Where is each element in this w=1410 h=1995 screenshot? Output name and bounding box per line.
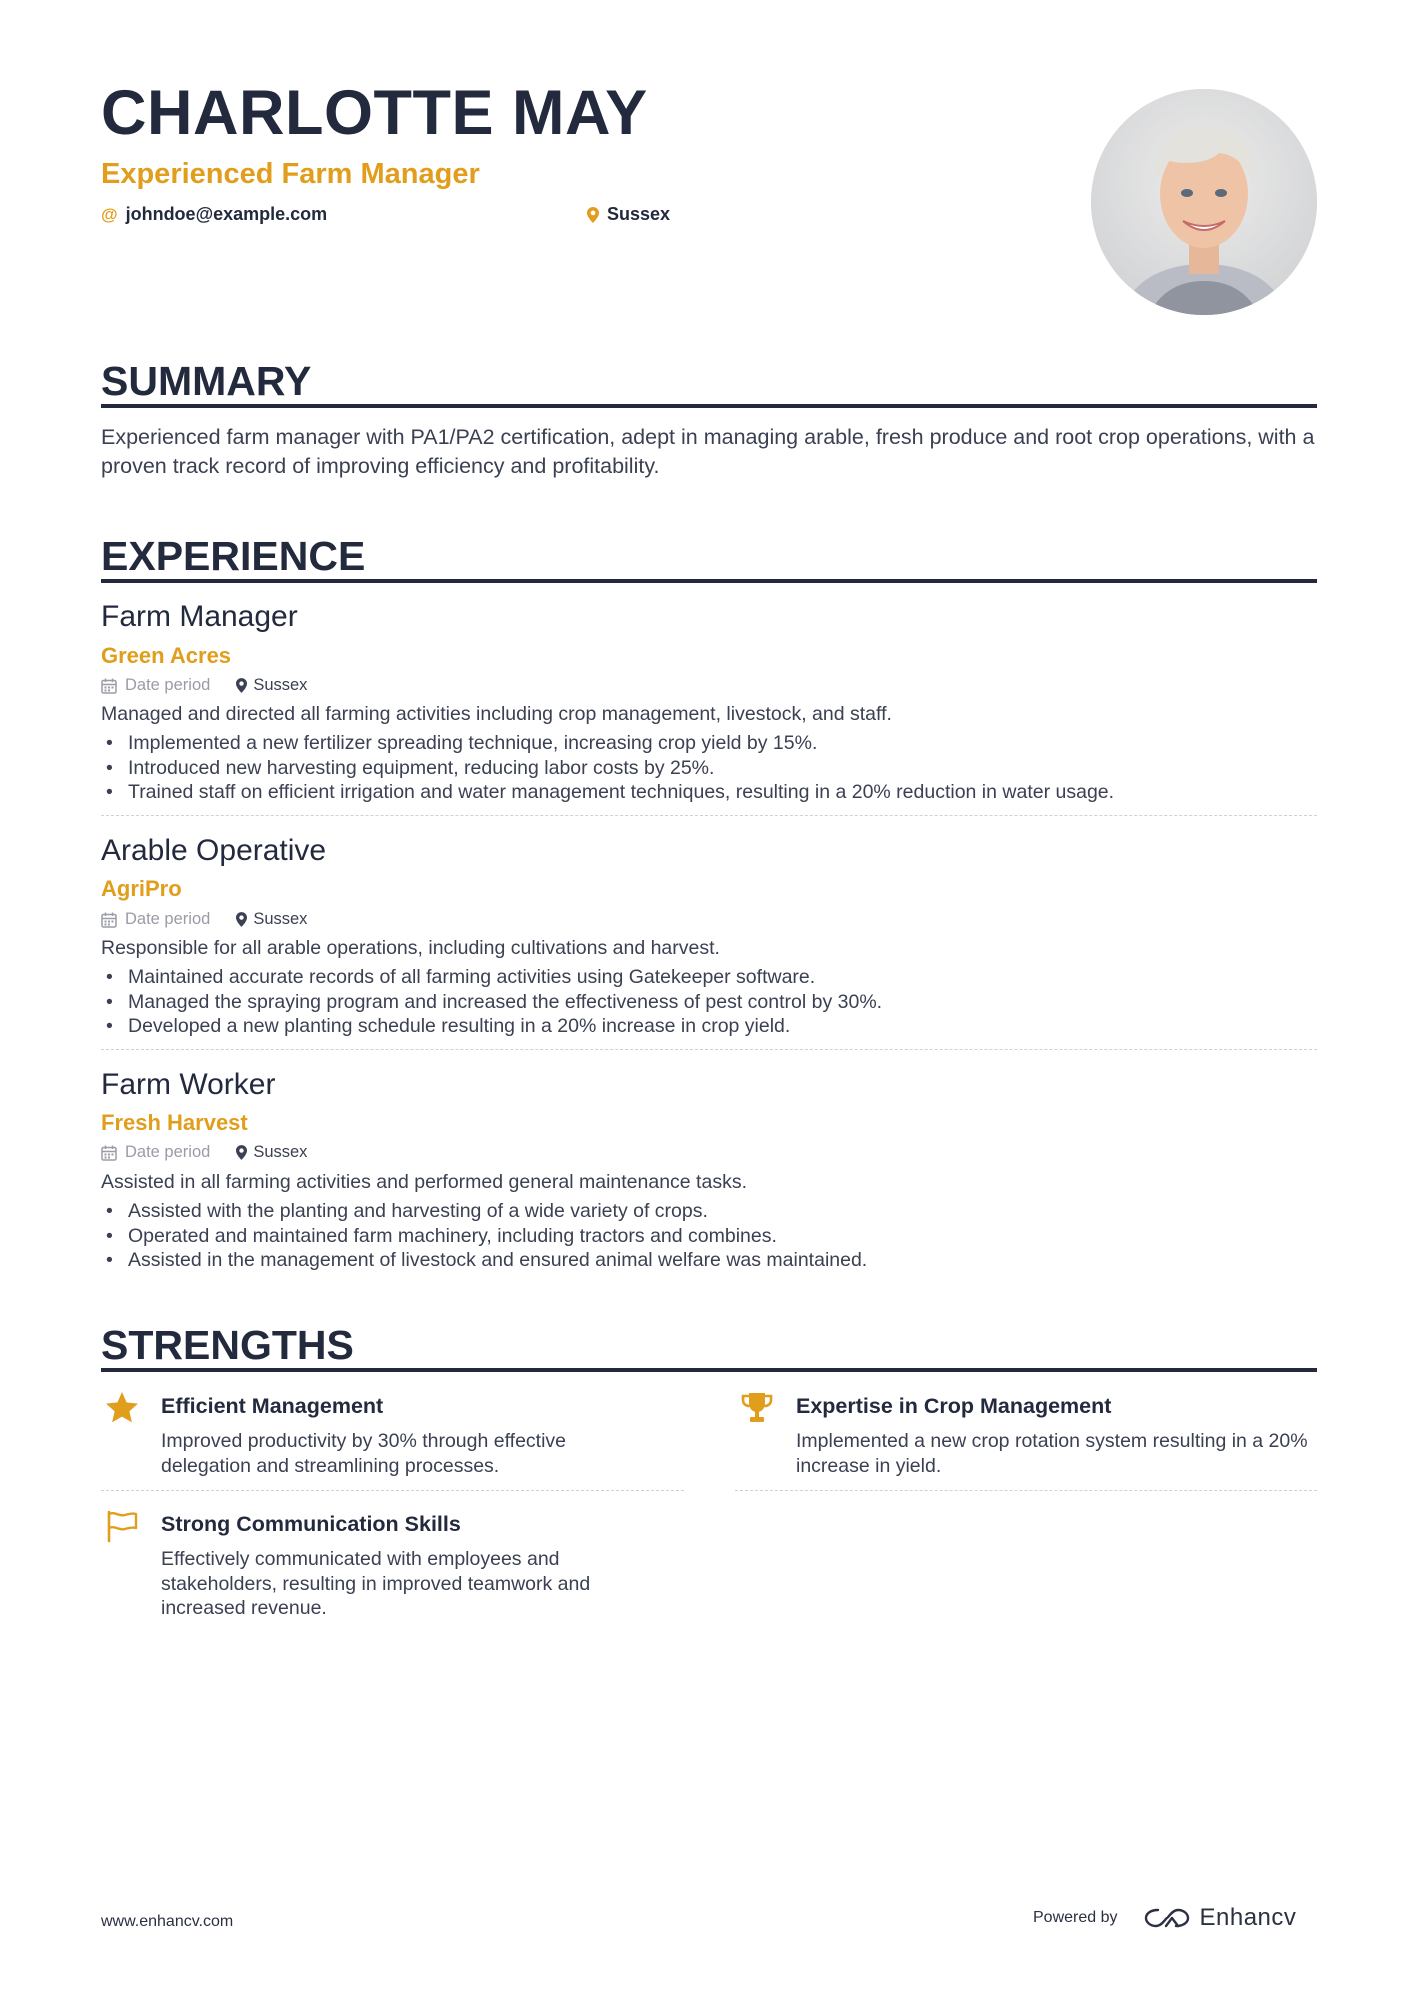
job-company: AgriPro <box>101 876 182 901</box>
strength-divider <box>735 1490 1317 1491</box>
job-location: Sussex <box>236 676 307 695</box>
candidate-name: CHARLOTTE MAY <box>101 78 648 148</box>
experience-heading: EXPERIENCE <box>101 533 366 579</box>
map-pin-icon <box>236 912 247 927</box>
summary-text: Experienced farm manager with PA1/PA2 certification, adept in managing arable, fresh produce and root crop operations, with a proven track record of improving efficiency and profitability. <box>101 425 1315 478</box>
calendar-icon <box>101 1145 117 1161</box>
list-item: • Introduced new harvesting equipment, reducing labor costs by 25%. <box>101 756 1114 781</box>
job-date: Date period <box>101 910 210 929</box>
job-location: Sussex <box>236 1143 307 1162</box>
strength-title: Expertise in Crop Management <box>796 1394 1112 1418</box>
job-description: Managed and directed all farming activities including crop management, livestock, and staff. <box>101 703 892 725</box>
strength-text: Improved productivity by 30% through effective delegation and streamlining processes. <box>161 1430 567 1477</box>
job-bullets <box>101 965 882 1039</box>
job-divider <box>101 1049 1317 1050</box>
flag-icon <box>104 1508 140 1544</box>
list-item: • Implemented a new fertilizer spreading technique, increasing crop yield by 15%. <box>101 731 1114 756</box>
job-date: Date period <box>101 1143 210 1162</box>
enhancv-logo[interactable] <box>1144 1904 1297 1932</box>
at-icon: @ <box>101 204 118 224</box>
location-text: Sussex <box>607 204 671 224</box>
list-item: • Maintained accurate records of all farming activities using Gatekeeper software. <box>101 965 882 990</box>
list-item: • Assisted in the management of livestock and ensured animal welfare was maintained. <box>101 1248 867 1273</box>
strength-title: Efficient Management <box>161 1394 384 1418</box>
list-item: • Managed the spraying program and increased the effectiveness of pest control by 30%. <box>101 990 882 1015</box>
list-item: • Operated and maintained farm machinery, including tractors and combines. <box>101 1224 867 1249</box>
strengths-heading: STRENGTHS <box>101 1322 354 1368</box>
strength-text: Implemented a new crop rotation system resulting in a 20% increase in yield. <box>796 1430 1308 1477</box>
job-title: Farm Manager <box>101 600 298 633</box>
map-pin-icon <box>236 678 247 693</box>
strength-divider <box>101 1490 684 1491</box>
brand-name: Enhancv <box>1199 1904 1297 1931</box>
enhancv-logo-icon <box>1144 1906 1190 1930</box>
calendar-icon <box>101 912 117 928</box>
map-pin-icon <box>587 207 599 223</box>
job-title: Farm Worker <box>101 1068 276 1101</box>
strength-title: Strong Communication Skills <box>161 1512 461 1536</box>
trophy-icon <box>739 1390 775 1426</box>
star-icon <box>104 1390 140 1426</box>
summary-divider <box>101 404 1317 408</box>
job-meta <box>101 1143 307 1162</box>
experience-divider <box>101 579 1317 583</box>
list-item: • Developed a new planting schedule resulting in a 20% increase in crop yield. <box>101 1014 882 1039</box>
map-pin-icon <box>236 1145 247 1160</box>
job-description: Responsible for all arable operations, including cultivations and harvest. <box>101 937 720 959</box>
job-company: Green Acres <box>101 643 232 668</box>
summary-heading: SUMMARY <box>101 358 312 404</box>
job-location: Sussex <box>236 910 307 929</box>
candidate-title: Experienced Farm Manager <box>101 158 480 190</box>
job-meta <box>101 676 307 695</box>
strength-text: Effectively communicated with employees and stakeholders, resulting in improved teamwork and increased revenue. <box>161 1548 591 1619</box>
job-divider <box>101 815 1317 816</box>
email-text: johndoe@example.com <box>125 204 328 224</box>
job-bullets <box>101 1199 867 1273</box>
list-item: • Trained staff on efficient irrigation and water management techniques, resulting in a 20% reduction in water usage. <box>101 780 1114 805</box>
strengths-divider <box>101 1368 1317 1372</box>
job-date: Date period <box>101 676 210 695</box>
footer-branding <box>1033 1904 1296 1932</box>
profile-photo <box>1091 89 1317 315</box>
calendar-icon <box>101 678 117 694</box>
contact-email[interactable] <box>101 204 327 225</box>
contact-location <box>587 204 670 225</box>
job-meta <box>101 910 307 929</box>
list-item: • Assisted with the planting and harvesting of a wide variety of crops. <box>101 1199 867 1224</box>
footer-website[interactable]: www.enhancv.com <box>101 1913 234 1930</box>
job-description: Assisted in all farming activities and performed general maintenance tasks. <box>101 1171 747 1193</box>
job-company: Fresh Harvest <box>101 1110 248 1135</box>
job-bullets <box>101 731 1114 805</box>
powered-by-text: Powered by <box>1033 1909 1118 1926</box>
job-title: Arable Operative <box>101 834 327 867</box>
